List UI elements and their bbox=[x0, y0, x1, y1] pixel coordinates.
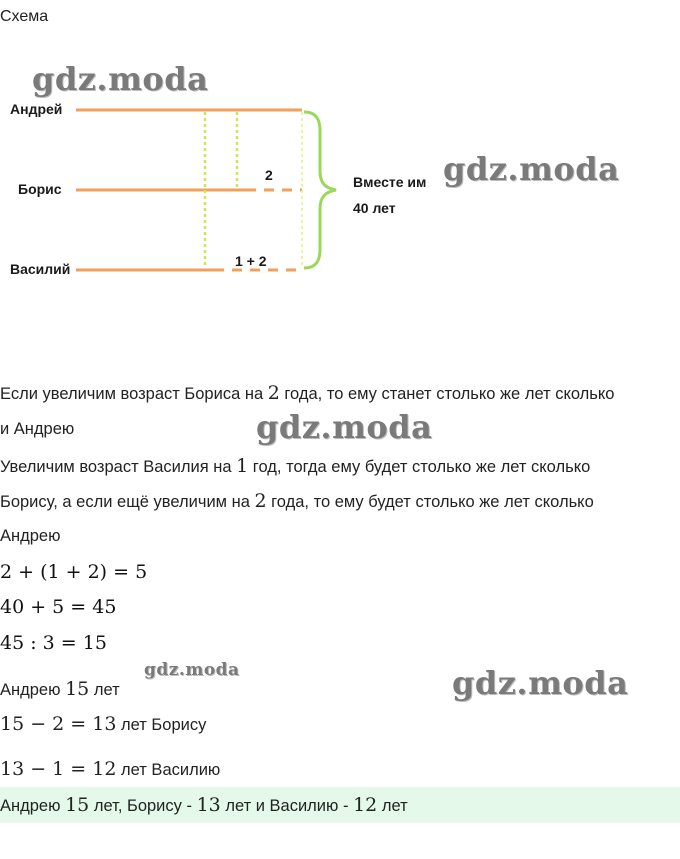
vasily-age-expr: 13 − 1 = 12 bbox=[0, 758, 117, 780]
text-line-1-num: 2 bbox=[267, 382, 280, 404]
boris-age-line bbox=[0, 713, 206, 735]
text-line-2: и Андрею bbox=[0, 420, 75, 438]
answer-part-4: лет bbox=[377, 797, 408, 815]
vasily-age-b: лет Василию bbox=[116, 761, 221, 779]
text-line-4-num: 2 bbox=[254, 490, 267, 512]
text-line-1 bbox=[0, 382, 615, 404]
watermark: gdz.moda bbox=[452, 664, 629, 702]
curly-brace bbox=[304, 112, 336, 268]
text-line-4-a: Борису, а если ещё увеличим на bbox=[0, 493, 255, 511]
andrey-age-line bbox=[0, 678, 120, 700]
text-line-3-b: год, тогда ему будет столько же лет сколько bbox=[248, 458, 591, 476]
watermark: gdz.moda bbox=[256, 408, 433, 446]
boris-age-b: лет Борису bbox=[116, 716, 207, 734]
equation-2: 40 + 5 = 45 bbox=[0, 596, 117, 618]
boris-extra-label: 2 bbox=[265, 167, 273, 183]
equation-3: 45 : 3 = 15 bbox=[0, 632, 107, 654]
text-line-1-b: года, то ему станет столько же лет сколько bbox=[279, 385, 615, 403]
andrey-age-a: Андрею bbox=[0, 681, 66, 699]
text-line-3 bbox=[0, 455, 590, 477]
watermark: gdz.moda bbox=[32, 60, 209, 98]
total-label: 40 лет bbox=[353, 200, 396, 216]
equation-1: 2 + (1 + 2) = 5 bbox=[0, 561, 148, 583]
name-vasily: Василий bbox=[10, 261, 71, 277]
watermark: gdz.moda bbox=[443, 150, 620, 188]
answer-num-2: 13 bbox=[196, 794, 221, 816]
answer-part-3: лет и Василию - bbox=[220, 797, 354, 815]
text-line-5: Андрею bbox=[0, 527, 61, 545]
text-line-4-b: года, то ему будет столько же лет сколько bbox=[266, 493, 594, 511]
together-label: Вместе им bbox=[353, 174, 427, 190]
text-line-3-num: 1 bbox=[236, 455, 249, 477]
answer-num-1: 15 bbox=[65, 794, 90, 816]
answer-part-1: Андрею bbox=[0, 797, 66, 815]
boris-age-expr: 15 − 2 = 13 bbox=[0, 713, 117, 735]
vasily-extra-label: 1 + 2 bbox=[235, 253, 267, 269]
text-line-3-a: Увеличим возраст Василия на bbox=[0, 458, 237, 476]
name-andrey: Андрей bbox=[10, 101, 63, 117]
andrey-age-b: лет bbox=[89, 681, 120, 699]
text-line-4 bbox=[0, 490, 594, 512]
answer-part-2: лет, Борису - bbox=[89, 797, 197, 815]
watermark: gdz.moda bbox=[144, 660, 240, 680]
vasily-age-line bbox=[0, 758, 220, 780]
answer-num-3: 12 bbox=[353, 794, 378, 816]
answer-text bbox=[0, 794, 408, 816]
page-title: Схема bbox=[0, 8, 49, 25]
andrey-age-num: 15 bbox=[65, 678, 90, 700]
text-line-1-a: Если увеличим возраст Бориса на bbox=[0, 385, 268, 403]
name-boris: Борис bbox=[18, 181, 62, 197]
